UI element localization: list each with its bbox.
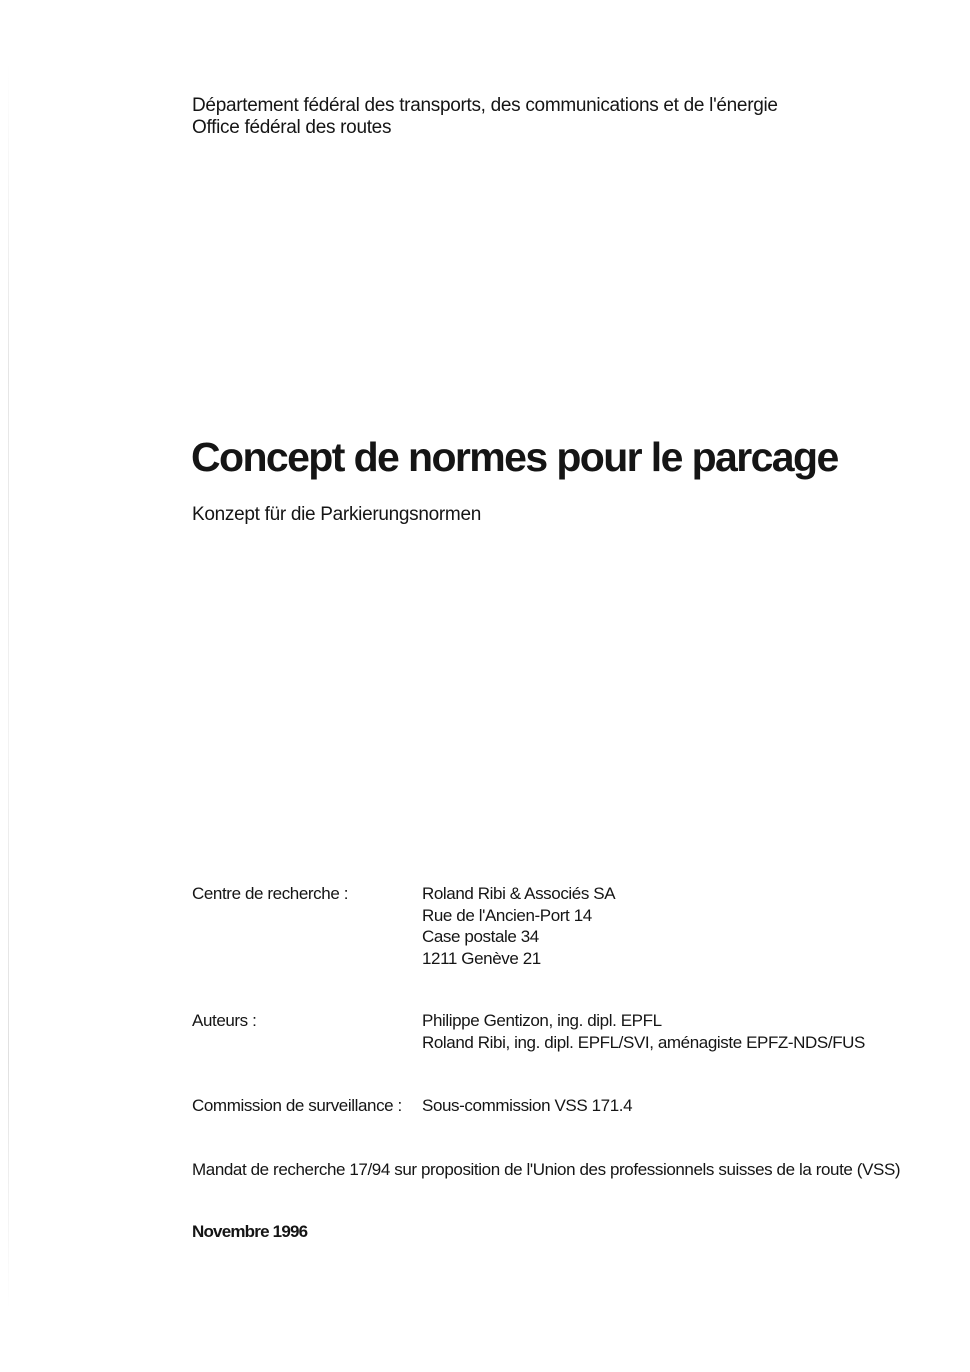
- department-name: Département fédéral des transports, des communications et de l'énergie: [192, 95, 778, 116]
- commission-label: Commission de surveillance :: [192, 1096, 402, 1115]
- office-name: Office fédéral des routes: [192, 117, 392, 138]
- authors-label: Auteurs :: [192, 1011, 257, 1030]
- publication-date: Novembre 1996: [192, 1222, 308, 1241]
- author-line: Philippe Gentizon, ing. dipl. EPFL: [422, 1011, 662, 1030]
- commission-value: Sous-commission VSS 171.4: [422, 1096, 633, 1115]
- document-title: Concept de normes pour le parcage: [191, 434, 838, 480]
- author-line: Roland Ribi, ing. dipl. EPFL/SVI, aménagiste EPFZ-NDS/FUS: [422, 1032, 865, 1052]
- document-subtitle: Konzept für die Parkierungsnormen: [192, 504, 481, 525]
- research-centre-line: 1211 Genève 21: [422, 948, 541, 968]
- issuing-authority: [192, 95, 778, 139]
- research-centre-address: [422, 883, 615, 969]
- research-centre-line: Roland Ribi & Associés SA: [422, 884, 616, 903]
- research-centre-line: Case postale 34: [422, 927, 539, 946]
- scan-edge-shadow: [8, 60, 9, 1310]
- research-mandate: Mandat de recherche 17/94 sur proposition de l'Union des professionnels suisses de la route (VSS): [192, 1160, 901, 1179]
- research-centre-line: Rue de l'Ancien-Port 14: [422, 905, 592, 925]
- research-centre-label: Centre de recherche :: [192, 884, 349, 903]
- authors-list: [422, 1010, 865, 1053]
